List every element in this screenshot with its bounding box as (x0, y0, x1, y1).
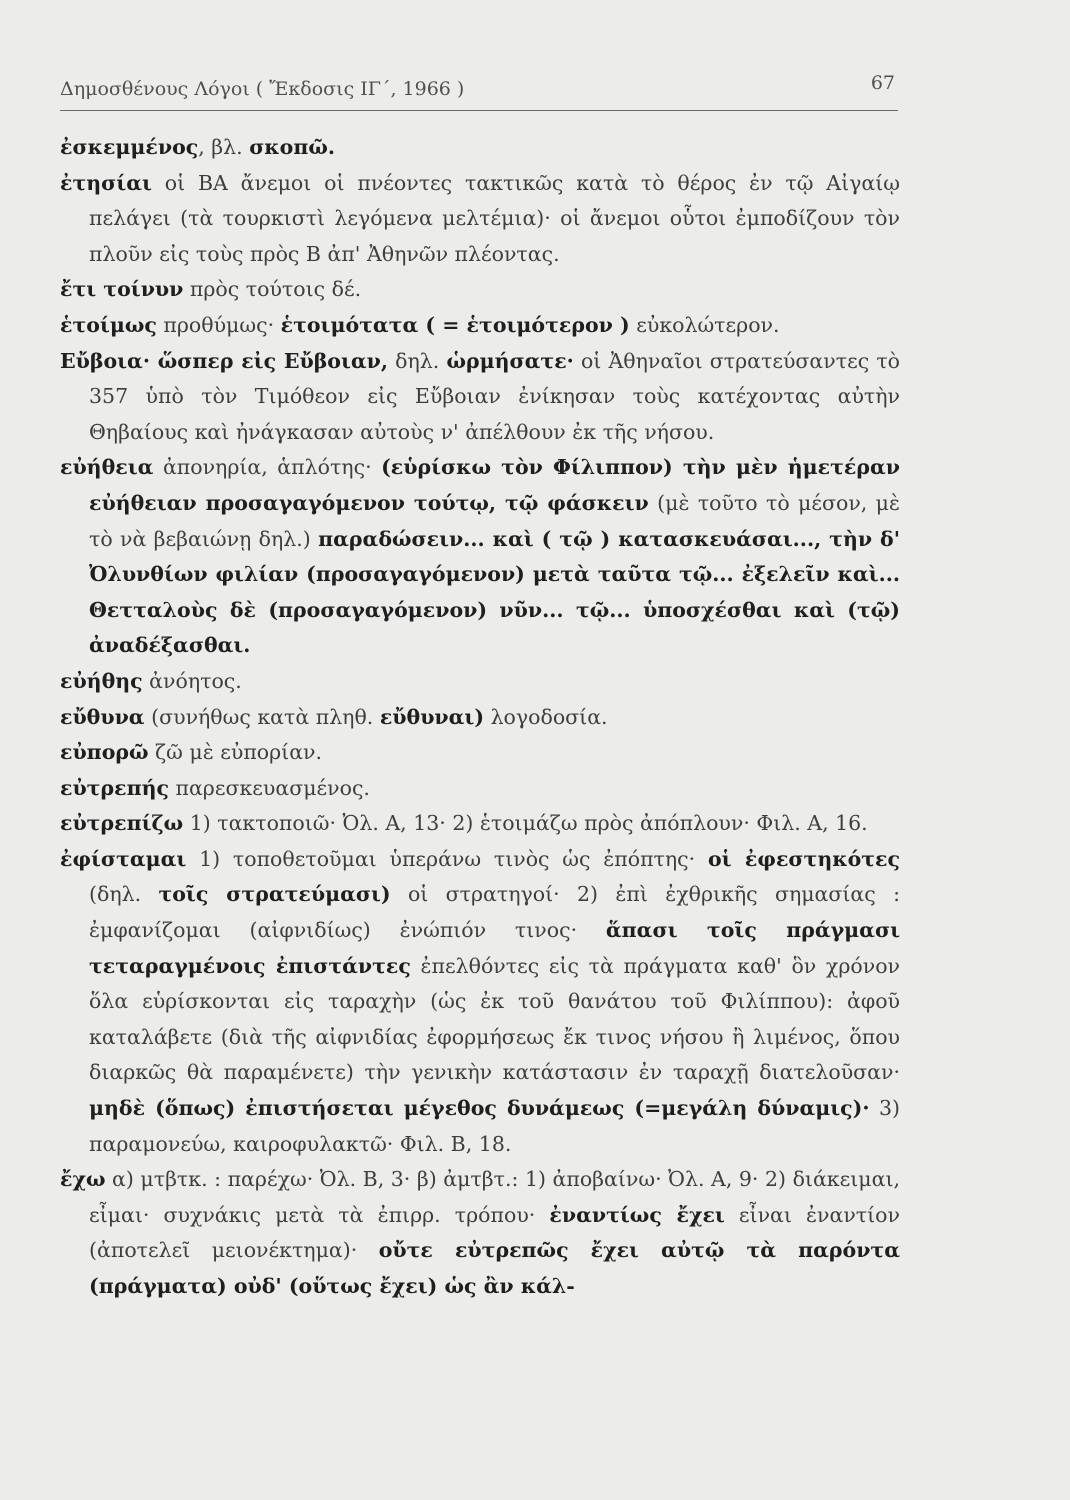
glossary-entry (60, 700, 900, 736)
headword-text: εὐήθεια (60, 455, 154, 480)
definition-text: δηλ. (388, 348, 447, 373)
definition-text: οἱ στρατηγοί· 2) ἐπὶ ἐχθρικῆς σημασίας : ἐμφανίζομαι (αἰφνιδίως) ἐνώπιόν τινος· (89, 882, 900, 943)
definition-text: παρεσκευασμένος. (168, 775, 370, 800)
glossary-entry (60, 166, 900, 273)
headword-text: ἐφίσταμαι (60, 846, 187, 871)
definition-text: λογοδοσία. (484, 704, 608, 729)
definition-text: (μὲ τοῦτο τὸ μέσον, μὲ τὸ νὰ βεβαιώνῃ δηλ.) (89, 490, 901, 551)
glossary-entry (60, 450, 900, 664)
glossary-entry (60, 735, 900, 771)
glossary-entry (60, 1162, 900, 1304)
glossary-entry (60, 664, 900, 700)
definition-text: πρὸς τούτοις δέ. (183, 277, 362, 302)
running-header (60, 72, 895, 100)
headword-text: ἑτοιμότατα ( = ἑτοιμότερον ) (280, 312, 630, 337)
glossary-entry (60, 806, 900, 842)
headword-text: εὐπορῶ (60, 740, 149, 765)
definition-text: εὐκολώτερον. (629, 312, 780, 337)
headword-text: μηδὲ (ὅπως) ἐπιστήσεται μέγεθος δυνάμεως (=μεγάλη δύναμις)· (89, 1096, 870, 1121)
headword-text: οὔτε εὐτρεπῶς ἔχει αὐτῷ τὰ παρόντα (πράγματα) οὐδ' (οὕτως ἔχει) ὡς ἂν κάλ- (89, 1238, 900, 1298)
headword-text: τοῖς στρατεύμασι) (158, 882, 391, 907)
glossary-entry (60, 771, 900, 807)
headword-text: ἔχω (60, 1167, 106, 1192)
definition-text: ἀνόητος. (142, 668, 242, 693)
glossary-entry (60, 344, 900, 451)
headword-text: εὔθυνα (60, 704, 145, 729)
headword-text: παραδώσειν... καὶ ( τῷ ) κατασκευάσαι..., τὴν δ' Ὀλυνθίων φιλίαν (προσαγαγόμενον) μετὰ ταῦτα τῷ... ἐξελεῖν καὶ... Θετταλοὺς δὲ (προσαγαγόμενον) νῦν... τῷ... ὑποσχέσθαι καὶ (τῷ) ἀναδέξασθαι. (89, 526, 900, 658)
headword-text: Εὔβοια· ὥσπερ εἰς Εὔβοιαν, (60, 348, 389, 373)
definition-text: 3) παραμονεύω, καιροφυλακτῶ· Φιλ. Β, 18. (89, 1096, 901, 1156)
headword-text: εὔθυναι) (379, 704, 485, 729)
headword-text: ἅπασι τοῖς πράγμασι τεταραγμένοις ἐπιστάντες (89, 918, 900, 978)
headword-text: ἑτοίμως (60, 312, 157, 337)
definition-text: 1) τακτοποιῶ· Ὀλ. Α, 13· 2) ἑτοιμάζω πρὸς ἀπόπλουν· Φιλ. Α, 16. (183, 811, 868, 836)
definition-text: ζῶ μὲ εὐπορίαν. (148, 740, 323, 765)
definition-text: (συνήθως κατὰ πληθ. (144, 704, 380, 729)
definition-text: 1) τοποθετοῦμαι ὑπεράνω τινὸς ὡς ἐπόπτης· (186, 846, 708, 871)
header-title: Δημοσθένους Λόγοι ( Ἔκδοσις ΙΓ΄, 1966 ) (60, 78, 465, 100)
headword-text: ἐτησίαι (60, 170, 152, 195)
definition-text: εἶναι ἐναντίον (ἀποτελεῖ μειονέκτημα)· (89, 1202, 900, 1263)
glossary-entry (60, 308, 900, 344)
glossary-entry (60, 130, 900, 166)
page-number: 67 (870, 72, 895, 94)
definition-text: προθύμως· (156, 312, 281, 337)
headword-text: (εὑρίσκω τὸν Φίλιππον) τὴν μὲν ἡμετέραν εὐήθειαν προσαγαγόμενον τούτῳ, τῷ φάσκειν (89, 455, 900, 515)
definition-text: ἀπονηρία, ἁπλότης· (153, 455, 382, 480)
headword-text: εὐτρεπίζω (60, 811, 184, 836)
definition-text: , βλ. (198, 135, 250, 159)
definition-text: οἱ Ἀθηναῖοι στρατεύσαντες τὸ 357 ὑπὸ τὸν Τιμόθεον εἰς Εὔβοιαν ἐνίκησαν τοὺς κατέχοντας αὐτὴν Θηβαίους καὶ ἠνάγκασαν αὐτοὺς ν' ἀπέλθουν ἐκ τῆς νήσου. (89, 348, 900, 444)
glossary-body (60, 130, 900, 1305)
headword-text: ἐσκεμμένος (60, 135, 199, 159)
definition-text: (δηλ. (89, 882, 159, 907)
headword-text: εὐήθης (60, 668, 143, 693)
glossary-entry (60, 272, 900, 308)
headword-text: ὡρμήσατε· (446, 348, 574, 373)
headword-text: ἔτι τοίνυν (60, 277, 184, 302)
headword-text: ἐναντίως ἔχει (549, 1202, 725, 1227)
glossary-entry (60, 842, 900, 1162)
headword-text: σκοπῶ. (249, 135, 336, 159)
headword-text: εὐτρεπής (60, 775, 169, 800)
definition-text: α) μτβτκ. : παρέχω· Ὀλ. Β, 3· β) ἀμτβτ.: 1) ἀποβαίνω· Ὀλ. Α, 9· 2) διάκειμαι, εἶμαι· συχνάκις μετὰ τὰ ἐπιρρ. τρόπου· (89, 1167, 900, 1227)
definition-text: οἱ ΒΑ ἄνεμοι οἱ πνέοντες τακτικῶς κατὰ τὸ θέρος ἐν τῷ Αἰγαίῳ πελάγει (τὰ τουρκιστὶ λεγόμενα μελτέμια)· οἱ ἄνεμοι οὗτοι ἐμποδίζουν τὸν πλοῦν εἰς τοὺς πρὸς Β ἀπ' Ἀθηνῶν πλέοντας. (89, 170, 900, 266)
headword-text: οἱ ἐφεστηκότες (707, 846, 900, 871)
header-rule (60, 110, 898, 111)
definition-text: ἐπελθόντες εἰς τὰ πράγματα καθ' ὃν χρόνον ὅλα εὑρίσκονται εἰς ταραχὴν (ὡς ἐκ τοῦ θανάτου τοῦ Φιλίππου): ἀφοῦ καταλάβετε (διὰ τῆς αἰφνιδίας ἐφορμήσεως ἔκ τινος νήσου ἢ λιμένος, ὅπου διαρκῶς θὰ παραμένετε) τὴν γενικὴν κατάστασιν ἐν ταραχῇ διατελοῦσαν· (89, 953, 901, 1085)
